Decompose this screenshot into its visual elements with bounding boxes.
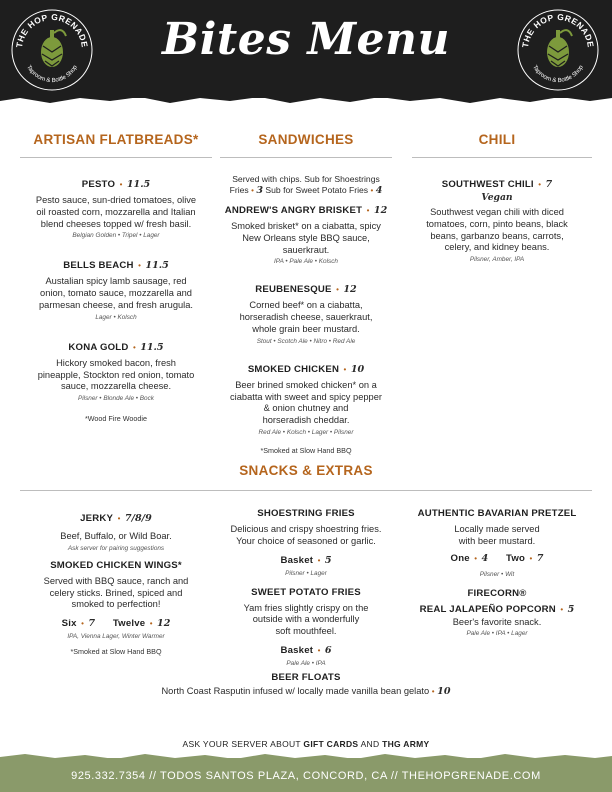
menu-item-wings: SMOKED CHICKEN WINGS* Served with BBQ sauce, ranch and celery sticks. Brined, spiced and smoked to perfection! Six • 7 Twelve • 12 IPA, Vienna Lager, Winter Warmer *Smoked at Slow Hand BBQ: [18, 560, 214, 656]
item-pairing: Lager • Kolsch: [95, 313, 137, 321]
gift-card-notice: [0, 739, 612, 749]
item-desc: smoked to perfection!: [71, 599, 161, 610]
item-desc: Austalian spicy lamb sausage, red: [45, 276, 187, 287]
menu-item-firecorn: FIRECORN® REAL JALAPEÑO POPCORN • 5 Beer's favorite snack. Pale Ale • IPA • Lager: [398, 588, 596, 638]
wings-footnote: *Smoked at Slow Hand BBQ: [70, 647, 162, 657]
notice-text: ASK YOUR SERVER ABOUT: [182, 739, 304, 749]
item-price: 7: [88, 618, 96, 630]
item-price: 7: [545, 179, 553, 190]
item-pairing: Pilsner, Amber, IPA: [469, 256, 525, 264]
item-price: 6: [324, 644, 332, 656]
item-desc: New Orleans style BBQ sauce,: [242, 232, 370, 243]
item-pairing: Stout • Scotch Ale • Nitro • Red Ale: [256, 337, 356, 345]
section-title-flatbreads: ARTISAN FLATBREADS*: [33, 132, 199, 147]
item-desc: whole grain beer mustard.: [252, 323, 360, 334]
item-desc: soft mouthfeel.: [275, 626, 337, 637]
item-name: SHOESTRING FRIES: [257, 508, 355, 519]
menu-item-sweet-potato-fries: SWEET POTATO FRIES Yam fries slightly crispy on the outside with a wonderfully soft mouthfeel. Basket • 6 Pale Ale • IPA: [214, 587, 398, 667]
item-price: 7/8/9: [124, 513, 152, 524]
item-name: SMOKED CHICKEN: [247, 363, 340, 375]
item-name: PESTO: [81, 179, 116, 190]
item-desc: parmesan cheese, and fresh arugula.: [38, 299, 193, 310]
intro-fries-label: Fries: [229, 185, 249, 195]
section-title-snacks: SNACKS & EXTRAS: [239, 463, 373, 478]
flatbreads-footnote: *Wood Fire Woodie: [84, 414, 148, 424]
item-desc: Hickory smoked bacon, fresh: [56, 357, 176, 368]
menu-item-pretzel: AUTHENTIC BAVARIAN PRETZEL Locally made served with beer mustard. One • 4 Two • 7 Pilsner • Wit: [398, 508, 596, 578]
menu-item-smoked-chicken: SMOKED CHICKEN • 10 Beer brined smoked chicken* on a ciabatta with sweet and spicy pepper & onion chutney and horseradish cheddar. Red Ale • Kolsch • Lager • Pilsner: [214, 359, 398, 436]
divider: [412, 157, 592, 158]
item-price: 11.5: [140, 341, 164, 353]
item-name: SMOKED CHICKEN WINGS*: [50, 559, 182, 571]
item-pairing: Pilsner • Blonde Ale • Bock: [78, 395, 154, 403]
menu-item-jerky: JERKY • 7/8/9 Beef, Buffalo, or Wild Boar. Ask server for pairing suggestions: [18, 508, 214, 552]
item-desc: & onion chutney and: [263, 403, 349, 414]
item-pairing: IPA • Pale Ale • Kolsch: [274, 258, 338, 266]
item-desc: with beer mustard.: [458, 535, 536, 546]
item-desc: sauce, mozzarella cheese.: [60, 381, 172, 392]
item-name: REAL JALAPEÑO POPCORN: [419, 603, 556, 615]
divider: [20, 490, 592, 491]
item-desc: beans, garbanzo beans, carrots,: [430, 230, 564, 241]
sandwiches-intro: Served with chips. Sub for Shoestrings Fries • 3 Sub for Sweet Potato Fries • 4: [214, 174, 398, 196]
item-desc: pineapple, Stockton red onion, tomato: [37, 369, 195, 380]
item-name: SWEET POTATO FRIES: [251, 586, 361, 598]
item-desc: Smoked brisket* on a ciabatta, spicy: [231, 221, 381, 231]
divider: [220, 157, 392, 158]
item-desc: celery sticks. Brined, spiced and: [49, 587, 183, 598]
size-label: Basket: [280, 554, 314, 566]
item-desc: Delicious and crispy shoestring fries.: [230, 524, 382, 534]
item-desc: outside with a wonderfully: [252, 614, 360, 625]
item-price: 10: [350, 363, 365, 375]
footer-brush-edge: [0, 752, 612, 762]
sandwiches-footnote: *Smoked at Slow Hand BBQ: [260, 445, 352, 455]
header-brush-edge: [0, 92, 612, 106]
item-name: BELLS BEACH: [63, 260, 134, 272]
item-desc: onion, tomato sauce, mozzarella and: [40, 288, 192, 299]
section-title-sandwiches: SANDWICHES: [258, 132, 354, 147]
item-name: AUTHENTIC BAVARIAN PRETZEL: [417, 508, 577, 519]
item-desc: tomatoes, corn, pinto beans, black: [426, 218, 568, 229]
menu-item-kona-gold: KONA GOLD • 11.5 Hickory smoked bacon, fresh pineapple, Stockton red onion, tomato sauce, mozzarella cheese. Pilsner • Blonde Ale • Bock: [18, 337, 214, 402]
item-pairing: Red Ale • Kolsch • Lager • Pilsner: [258, 428, 354, 436]
item-pairing: Belgian Golden • Tripel • Lager: [72, 232, 160, 240]
size-label: Basket: [280, 644, 314, 656]
page-title: Bites Menu: [162, 14, 450, 65]
item-desc: Pesto sauce, sun-dried tomatoes, olive: [35, 195, 197, 205]
size-label: One: [450, 552, 470, 564]
vegan-tag: Vegan: [481, 192, 513, 203]
item-desc: Beef, Buffalo, or Wild Boar.: [60, 531, 172, 541]
item-price: 12: [343, 284, 357, 296]
logo-text-top: THE HOP GRENADE: [520, 11, 596, 49]
item-name: ANDREW'S ANGRY BRISKET: [224, 205, 363, 216]
flatbreads-column: [18, 174, 214, 423]
item-desc: horseradish cheddar.: [262, 415, 350, 426]
logo-text-bottom: Taproom & Bottle Shop: [531, 64, 585, 85]
menu-item-beer-floats: BEER FLOATS North Coast Rasputin infused w/ locally made vanilla bean gelato • 10: [0, 672, 612, 698]
intro-price-a: 3: [256, 185, 263, 196]
item-desc: Southwest vegan chili with diced: [430, 207, 564, 217]
thg-army-text: THG ARMY: [382, 739, 430, 749]
item-pairing: Pale Ale • IPA • Lager: [466, 630, 528, 638]
item-desc: Served with BBQ sauce, ranch and: [43, 575, 189, 586]
intro-line: Served with chips. Sub for Shoestrings: [232, 174, 380, 184]
item-desc: Your choice of seasoned or garlic.: [236, 535, 376, 546]
item-pairing: IPA, Vienna Lager, Winter Warmer: [67, 633, 165, 641]
logo-text-bottom: Taproom & Bottle Shop: [25, 64, 79, 85]
item-desc: blend cheeses topped w/ fresh basil.: [40, 218, 192, 229]
menu-item-southwest-chili: SOUTHWEST CHILI • 7 Vegan Southwest vegan chili with diced tomatoes, corn, pinto beans, black beans, garbanzo beans, carrots, celery, and kidney beans. Pilsner, Amber, IPA: [398, 174, 596, 263]
item-desc: Corned beef* on a ciabatta,: [249, 300, 363, 311]
item-desc: Locally made served: [454, 524, 540, 534]
menu-item-bells-beach: BELLS BEACH • 11.5 Austalian spicy lamb sausage, red onion, tomato sauce, mozzarella and parmesan cheese, and fresh arugula. Lager • Kolsch: [18, 255, 214, 320]
item-name: REUBENESQUE: [255, 284, 332, 296]
item-price: 5: [324, 554, 332, 566]
item-price: 12: [373, 205, 388, 216]
item-desc: Beer's favorite snack.: [452, 616, 542, 627]
section-title-chili: CHILI: [478, 132, 516, 147]
item-desc: Yam fries slightly crispy on the: [243, 602, 369, 613]
gift-cards-text: GIFT CARDS: [303, 739, 359, 749]
menu-item-angry-brisket: ANDREW'S ANGRY BRISKET • 12 Smoked brisket* on a ciabatta, spicy New Orleans style BBQ sauce, sauerkraut. IPA • Pale Ale • Kolsch: [214, 200, 398, 265]
item-desc: oil roasted corn, mozzarella and Italian: [36, 206, 196, 217]
item-price: 12: [157, 618, 171, 630]
item-name: FIRECORN®: [467, 587, 527, 599]
item-pairing: Pilsner • Lager: [285, 569, 327, 577]
snacks-right-column: [398, 508, 596, 637]
item-desc: horseradish cheese, sauerkraut,: [239, 312, 373, 323]
size-label: Six: [61, 618, 77, 630]
item-price: 4: [481, 552, 489, 564]
size-label: Twelve: [112, 618, 146, 630]
snacks-left-column: [18, 508, 214, 656]
item-name: KONA GOLD: [68, 341, 129, 353]
menu-item-reubenesque: REUBENESQUE • 12 Corned beef* on a ciabatta, horseradish cheese, sauerkraut, whole grain beer mustard. Stout • Scotch Ale • Nitro • Red Ale: [214, 279, 398, 344]
item-desc: sauerkraut.: [282, 244, 330, 255]
chili-column: [398, 174, 596, 263]
item-price: 11.5: [126, 179, 151, 190]
logo-text-top: THE HOP GRENADE: [14, 11, 90, 49]
sandwiches-column: [214, 174, 398, 455]
menu-item-shoestring-fries: SHOESTRING FRIES Delicious and crispy shoestring fries. Your choice of seasoned or garlic. Basket • 5 Pilsner • Lager: [214, 508, 398, 577]
notice-text: AND: [358, 739, 383, 749]
item-pairing: Pilsner • Wit: [479, 570, 515, 578]
divider: [20, 157, 212, 158]
item-price: 5: [567, 603, 575, 615]
item-name: SOUTHWEST CHILI: [441, 179, 534, 190]
intro-price-b: 4: [375, 185, 383, 196]
item-pairing: Ask server for pairing suggestions: [67, 544, 165, 552]
snacks-middle-column: [214, 508, 398, 667]
item-name: JERKY: [80, 513, 114, 524]
item-desc: Beer brined smoked chicken* on a: [235, 379, 377, 390]
item-price: 11.5: [145, 260, 169, 272]
intro-sweet-label: Sub for Sweet Potato Fries: [265, 185, 369, 195]
menu-item-pesto: PESTO • 11.5 Pesto sauce, sun-dried tomatoes, olive oil roasted corn, mozzarella and Italian blend cheeses topped w/ fresh basil. Belgian Golden • Tripel • Lager: [18, 174, 214, 239]
item-price: 7: [536, 552, 544, 564]
item-desc: North Coast Rasputin infused w/ locally made vanilla bean gelato: [161, 686, 430, 696]
item-price: 10: [437, 686, 451, 697]
item-name: BEER FLOATS: [271, 672, 341, 683]
item-desc: celery, and kidney beans.: [444, 242, 550, 253]
item-desc: ciabatta with sweet and spicy pepper: [230, 391, 382, 402]
footer-contact: 925.332.7354 // TODOS SANTOS PLAZA, CONCORD, CA // THEHOPGRENADE.COM: [71, 770, 541, 782]
size-label: Two: [505, 552, 526, 564]
item-pairing: Pale Ale • IPA: [286, 659, 326, 667]
